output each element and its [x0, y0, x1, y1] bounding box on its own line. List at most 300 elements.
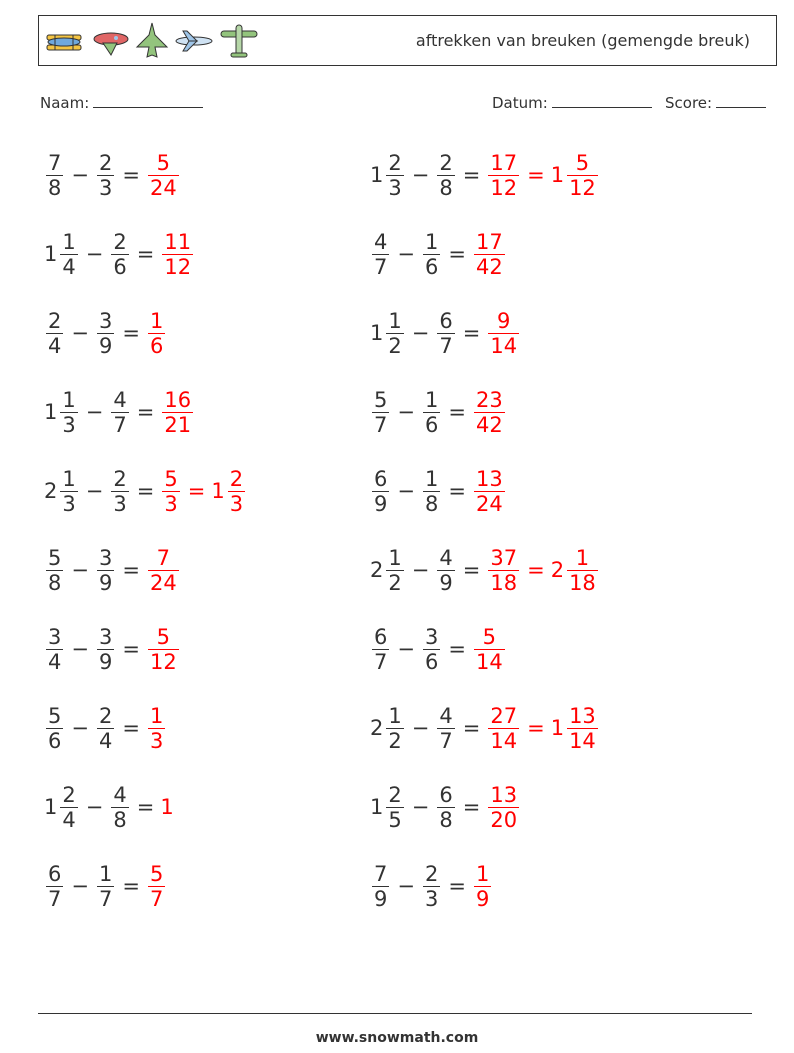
fraction [423, 625, 440, 674]
whole-number: 2 [370, 558, 384, 582]
numerator: 2 [388, 150, 402, 175]
minus-sign: − [397, 400, 415, 424]
numerator: 4 [439, 703, 453, 728]
fraction [97, 151, 114, 200]
numerator: 5 [164, 466, 178, 491]
answer [160, 388, 195, 437]
denominator: 7 [374, 412, 388, 437]
numerator: 2 [98, 150, 113, 175]
minuend [370, 783, 406, 832]
answer [472, 862, 493, 911]
fraction [60, 230, 77, 279]
denominator: 3 [229, 491, 244, 516]
answer-fraction [148, 309, 165, 358]
problem-7 [44, 377, 195, 447]
footer-url: www.snowmath.com [315, 1030, 479, 1046]
denominator: 7 [439, 728, 453, 753]
numerator: 2 [229, 466, 244, 491]
denominator: 9 [374, 886, 388, 911]
numerator: 2 [113, 229, 127, 254]
numerator: 7 [374, 861, 388, 886]
answer-fraction [474, 467, 505, 516]
numerator: 1 [149, 703, 164, 728]
denominator: 14 [490, 728, 518, 753]
denominator: 7 [374, 649, 388, 674]
denominator: 8 [48, 570, 62, 595]
answer [160, 795, 173, 819]
numerator: 13 [475, 466, 503, 491]
denominator: 24 [149, 570, 177, 595]
numerator: 16 [164, 387, 192, 412]
minus-sign: − [411, 795, 430, 819]
denominator: 12 [490, 175, 518, 200]
fraction [423, 862, 440, 911]
subtrahend [435, 704, 456, 753]
denominator: 9 [475, 886, 490, 911]
numerator: 5 [48, 545, 62, 570]
minus-sign: − [85, 795, 104, 819]
denominator: 4 [48, 649, 62, 674]
problem-20 [370, 851, 493, 921]
denominator: 4 [48, 333, 62, 358]
fraction [46, 151, 63, 200]
denominator: 18 [569, 570, 596, 595]
answer [146, 309, 167, 358]
numerator: 5 [482, 624, 497, 649]
answer [472, 230, 507, 279]
fraction [372, 625, 389, 674]
denominator: 8 [439, 807, 453, 832]
icon-strip [43, 21, 259, 61]
numerator: 3 [98, 308, 113, 333]
numerator: 7 [156, 545, 171, 570]
numerator: 5 [575, 150, 590, 175]
whole-number: 1 [44, 795, 58, 819]
denominator: 3 [149, 728, 164, 753]
numerator: 7 [48, 150, 62, 175]
minus-sign: − [71, 874, 89, 898]
denominator: 12 [149, 649, 177, 674]
minuend [44, 151, 65, 200]
equals-sign: = [122, 637, 140, 661]
numerator: 11 [164, 229, 192, 254]
denominator: 3 [62, 491, 76, 516]
subtrahend [95, 625, 116, 674]
denominator: 7 [439, 333, 453, 358]
fraction [386, 783, 403, 832]
subtrahend [435, 151, 456, 200]
denominator: 7 [98, 886, 113, 911]
answer-fraction [148, 625, 179, 674]
numerator: 4 [113, 387, 127, 412]
minuend [44, 467, 80, 516]
answer-fraction [488, 309, 519, 358]
subtrahend [421, 625, 442, 674]
problem-4 [370, 219, 507, 289]
whole-number: 2 [370, 716, 384, 740]
minuend [370, 467, 391, 516]
numerator: 1 [424, 387, 439, 412]
minus-sign: − [397, 479, 415, 503]
minuend [44, 862, 65, 911]
denominator: 12 [569, 175, 596, 200]
equals-sign: = [122, 321, 140, 345]
problem-5 [44, 298, 167, 368]
minuend [370, 230, 391, 279]
equals-sign: = [462, 163, 481, 187]
answer-fraction [474, 862, 491, 911]
problem-13 [44, 614, 181, 684]
problem-2 [370, 140, 600, 210]
equals-sign: = [122, 874, 140, 898]
answer [472, 467, 507, 516]
fraction [46, 704, 63, 753]
denominator: 24 [149, 175, 177, 200]
score-line[interactable] [716, 93, 766, 108]
answer [146, 546, 181, 595]
whole-number: 1 [44, 242, 58, 266]
denominator: 5 [388, 807, 402, 832]
denominator: 4 [62, 807, 76, 832]
numerator: 1 [388, 545, 402, 570]
minus-sign: − [71, 558, 89, 582]
mixed-whole: 1 [550, 716, 565, 740]
denominator: 3 [164, 491, 178, 516]
answer-fraction [474, 625, 505, 674]
denominator: 8 [113, 807, 127, 832]
minuend [370, 388, 391, 437]
whole-number: 2 [44, 479, 58, 503]
answer [160, 230, 195, 279]
answer-fraction [162, 388, 193, 437]
mixed-fraction [567, 704, 598, 753]
numerator: 5 [374, 387, 388, 412]
numerator: 2 [62, 782, 76, 807]
numerator: 37 [490, 545, 518, 570]
answer [146, 151, 181, 200]
denominator: 6 [424, 649, 439, 674]
mixed-whole: 1 [211, 479, 225, 503]
fraction [46, 625, 63, 674]
answer-fraction [488, 704, 519, 753]
mixed-fraction [567, 546, 598, 595]
fraction [437, 704, 454, 753]
equals-sign: = [448, 874, 466, 898]
numerator: 1 [575, 545, 590, 570]
fraction [97, 309, 114, 358]
fighter-jet-icon [135, 21, 169, 61]
answer-fraction [474, 230, 505, 279]
denominator: 6 [424, 254, 439, 279]
answer [486, 151, 599, 200]
minus-sign: − [85, 400, 104, 424]
numerator: 3 [98, 545, 113, 570]
equals-sign: = [122, 163, 140, 187]
answer-fraction [488, 546, 519, 595]
equals-sign: = [527, 716, 545, 740]
equals-sign: = [122, 716, 140, 740]
score-field[interactable] [665, 93, 766, 112]
mixed-whole: 2 [550, 558, 565, 582]
numerator: 5 [48, 703, 62, 728]
answer-fraction [488, 151, 519, 200]
numerator: 4 [113, 782, 127, 807]
numerator: 1 [475, 861, 490, 886]
numerator: 2 [113, 466, 127, 491]
answer-fraction [474, 388, 505, 437]
minuend [370, 151, 406, 200]
numerator: 13 [569, 703, 596, 728]
subtrahend [95, 309, 116, 358]
denominator: 3 [62, 412, 76, 437]
propeller-plane-icon [89, 21, 131, 61]
denominator: 3 [98, 175, 113, 200]
numerator: 9 [497, 308, 511, 333]
numerator: 2 [439, 150, 453, 175]
subtrahend [95, 704, 116, 753]
fraction [437, 309, 454, 358]
minus-sign: − [397, 637, 415, 661]
problem-10 [370, 456, 507, 526]
whole-number: 1 [370, 795, 384, 819]
numerator: 2 [424, 861, 439, 886]
worksheet-title: aftrekken van breuken (gemengde breuk) [415, 31, 750, 50]
denominator: 14 [569, 728, 596, 753]
numerator: 2 [98, 703, 113, 728]
fraction [60, 783, 77, 832]
subtrahend [435, 309, 456, 358]
fraction [386, 151, 403, 200]
minus-sign: − [71, 163, 89, 187]
fraction [423, 230, 440, 279]
name-line[interactable] [93, 93, 203, 108]
denominator: 18 [490, 570, 518, 595]
denominator: 14 [490, 333, 518, 358]
equals-sign: = [187, 479, 206, 503]
problem-17 [44, 772, 174, 842]
denominator: 7 [374, 254, 388, 279]
problem-14 [370, 614, 507, 684]
numerator: 5 [149, 861, 164, 886]
fraction [386, 546, 403, 595]
minuend [370, 704, 406, 753]
fraction [386, 309, 403, 358]
denominator: 21 [164, 412, 192, 437]
mixed-fraction [228, 467, 245, 516]
answer [160, 467, 247, 516]
denominator: 9 [439, 570, 453, 595]
answer-whole: 1 [160, 795, 174, 819]
subtrahend [109, 388, 130, 437]
numerator: 1 [62, 229, 76, 254]
fraction [386, 704, 403, 753]
answer [486, 704, 599, 753]
subtrahend [95, 546, 116, 595]
problem-18 [370, 772, 521, 842]
equals-sign: = [136, 242, 155, 266]
problem-11 [44, 535, 181, 605]
numerator: 3 [48, 624, 62, 649]
numerator: 3 [98, 624, 113, 649]
fraction [437, 783, 454, 832]
denominator: 9 [98, 570, 113, 595]
subtrahend [435, 783, 456, 832]
minus-sign: − [71, 321, 89, 345]
denominator: 14 [475, 649, 503, 674]
minuend [44, 388, 80, 437]
denominator: 6 [149, 333, 164, 358]
fraction [46, 862, 63, 911]
equals-sign: = [527, 558, 545, 582]
denominator: 2 [388, 333, 402, 358]
subtrahend [435, 546, 456, 595]
minuend [44, 309, 65, 358]
answer-fraction [162, 230, 193, 279]
name-label: Naam: [40, 94, 90, 112]
whole-number: 1 [44, 400, 58, 424]
fraction [97, 862, 114, 911]
problem-9 [44, 456, 247, 526]
numerator: 1 [149, 308, 164, 333]
denominator: 8 [439, 175, 453, 200]
fraction [60, 467, 77, 516]
denominator: 6 [424, 412, 439, 437]
answer [486, 783, 521, 832]
fraction [111, 388, 128, 437]
fraction [372, 388, 389, 437]
numerator: 1 [62, 466, 76, 491]
denominator: 2 [388, 728, 402, 753]
equals-sign: = [122, 558, 140, 582]
minus-sign: − [411, 321, 430, 345]
denominator: 3 [424, 886, 439, 911]
answer [472, 388, 507, 437]
equals-sign: = [462, 558, 481, 582]
equals-sign: = [448, 400, 466, 424]
answer-fraction [148, 704, 165, 753]
numerator: 5 [156, 150, 171, 175]
numerator: 6 [439, 308, 453, 333]
denominator: 7 [48, 886, 62, 911]
fraction [60, 388, 77, 437]
answer-fraction [148, 151, 179, 200]
answer [146, 625, 181, 674]
numerator: 1 [98, 861, 113, 886]
problem-15 [44, 693, 167, 763]
answer [486, 309, 521, 358]
subtrahend [421, 467, 442, 516]
numerator: 2 [48, 308, 62, 333]
equals-sign: = [136, 479, 155, 503]
minus-sign: − [397, 242, 415, 266]
numerator: 2 [388, 782, 402, 807]
equals-sign: = [462, 321, 481, 345]
denominator: 12 [164, 254, 192, 279]
numerator: 27 [490, 703, 518, 728]
minuend [44, 546, 65, 595]
denominator: 9 [374, 491, 388, 516]
fraction [423, 388, 440, 437]
equals-sign: = [136, 795, 155, 819]
minus-sign: − [411, 716, 430, 740]
subtrahend [95, 151, 116, 200]
fraction [46, 546, 63, 595]
fraction [423, 467, 440, 516]
problem-12 [370, 535, 600, 605]
denominator: 8 [48, 175, 62, 200]
whole-number: 1 [370, 163, 384, 187]
equals-sign: = [462, 795, 481, 819]
date-line[interactable] [552, 93, 652, 108]
cargo-plane-icon [219, 21, 259, 61]
minus-sign: − [85, 242, 104, 266]
denominator: 42 [475, 412, 503, 437]
denominator: 24 [475, 491, 503, 516]
problem-1 [44, 140, 181, 210]
subtrahend [421, 388, 442, 437]
answer-fraction [162, 467, 179, 516]
denominator: 2 [388, 570, 402, 595]
mixed-whole: 1 [550, 163, 565, 187]
denominator: 4 [98, 728, 113, 753]
answer-fraction [148, 862, 165, 911]
denominator: 9 [98, 333, 113, 358]
equals-sign: = [448, 637, 466, 661]
subtrahend [109, 783, 130, 832]
name-field[interactable] [40, 93, 203, 112]
date-label: Datum: [492, 94, 548, 112]
equals-sign: = [448, 479, 466, 503]
equals-sign: = [136, 400, 155, 424]
denominator: 20 [490, 807, 518, 832]
mixed-fraction [567, 151, 598, 200]
fraction [111, 467, 128, 516]
answer [472, 625, 507, 674]
fraction [97, 625, 114, 674]
numerator: 5 [156, 624, 171, 649]
airliner-icon [173, 21, 215, 61]
fraction [437, 546, 454, 595]
answer [146, 704, 167, 753]
fraction [97, 546, 114, 595]
fraction [46, 309, 63, 358]
fraction [97, 704, 114, 753]
biplane-icon [43, 21, 85, 61]
fraction [372, 467, 389, 516]
denominator: 6 [113, 254, 127, 279]
minus-sign: − [411, 558, 430, 582]
date-field[interactable] [492, 93, 652, 112]
denominator: 8 [424, 491, 439, 516]
numerator: 23 [475, 387, 503, 412]
numerator: 13 [490, 782, 518, 807]
problem-6 [370, 298, 521, 368]
numerator: 3 [424, 624, 439, 649]
equals-sign: = [462, 716, 481, 740]
denominator: 3 [388, 175, 402, 200]
subtrahend [109, 230, 130, 279]
minus-sign: − [71, 716, 89, 740]
minuend [44, 783, 80, 832]
numerator: 6 [439, 782, 453, 807]
numerator: 4 [374, 229, 388, 254]
subtrahend [421, 230, 442, 279]
denominator: 9 [98, 649, 113, 674]
numerator: 4 [439, 545, 453, 570]
whole-number: 1 [370, 321, 384, 345]
minuend [370, 862, 391, 911]
minuend [44, 704, 65, 753]
